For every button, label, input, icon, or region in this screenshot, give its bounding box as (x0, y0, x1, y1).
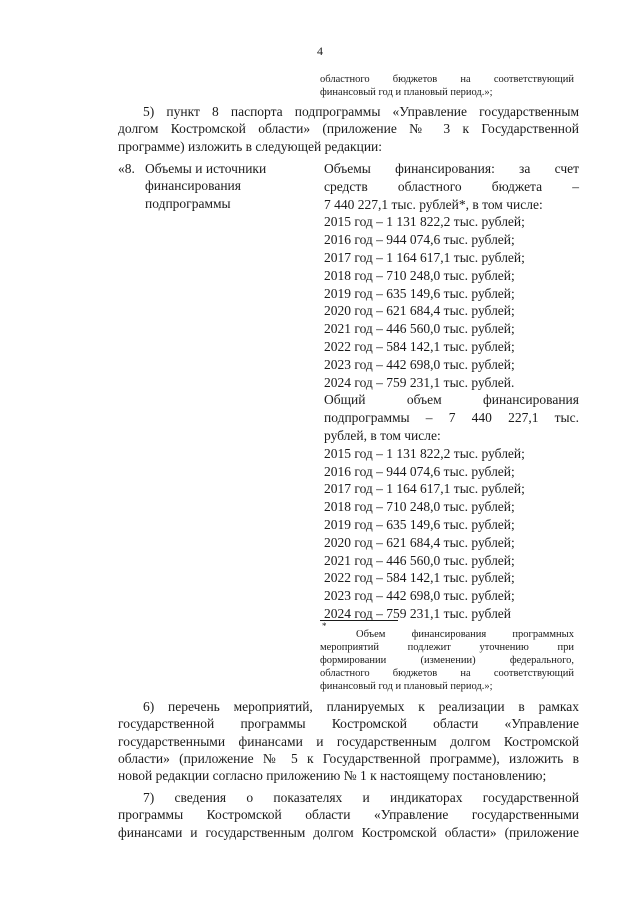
value-line: 2021 год – 446 560,0 тыс. рублей; (324, 321, 515, 337)
item-7-paragraph (118, 789, 579, 841)
value-line: 2015 год – 1 131 822,2 тыс. рублей; (324, 214, 525, 230)
paragraph-line: государственной программы Костромской области «Управление (118, 716, 579, 732)
value-line: 2023 год – 442 698,0 тыс. рублей; (324, 356, 515, 372)
previous-footnote-continuation (320, 73, 574, 99)
value-line: Общий объем финансирования (324, 392, 579, 408)
footnote-line: областного бюджетов на соответствующий (320, 668, 574, 679)
value-line: 2016 год – 944 074,6 тыс. рублей; (324, 232, 515, 248)
value-line: 2017 год – 1 164 617,1 тыс. рублей; (324, 249, 525, 265)
value-line: 2019 год – 635 149,6 тыс. рублей; (324, 285, 515, 301)
value-line: 2017 год – 1 164 617,1 тыс. рублей; (324, 481, 525, 497)
value-line: 2023 год – 442 698,0 тыс. рублей; (324, 588, 515, 604)
paragraph-line: новой редакции согласно приложению № 1 к настоящему постановлению; (118, 768, 547, 784)
footnote-marker: * (322, 621, 327, 631)
value-line: 2020 год – 621 684,4 тыс. рублей; (324, 303, 515, 319)
value-line: 2018 год – 710 248,0 тыс. рублей; (324, 499, 515, 515)
value-line: средств областного бюджета – (324, 178, 579, 194)
paragraph-line: государственными финансами и государственным долгом Костромской (118, 733, 579, 749)
value-line: подпрограммы – 7 440 227,1 тыс. (324, 410, 579, 426)
footnote (320, 628, 574, 693)
value-line: 2016 год – 944 074,6 тыс. рублей; (324, 463, 515, 479)
value-line: 2021 год – 446 560,0 тыс. рублей; (324, 552, 515, 568)
table-row-label (145, 160, 305, 212)
value-line: 2018 год – 710 248,0 тыс. рублей; (324, 267, 515, 283)
paragraph-line: программы Костромской области «Управление государственными (118, 807, 579, 823)
note-line: финансовый год и плановый период.»; (320, 87, 493, 98)
value-line: 7 440 227,1 тыс. рублей*, в том числе: (324, 196, 543, 212)
paragraph-line: 7) сведения о показателях и индикаторах государственной (143, 790, 579, 805)
paragraph-line: 5) пункт 8 паспорта подпрограммы «Управление государственным (143, 104, 579, 119)
table-row-value (324, 160, 579, 623)
value-line: рублей, в том числе: (324, 427, 441, 443)
paragraph-line: 6) перечень мероприятий, планируемых к реализации в рамках (143, 699, 579, 714)
row-label-line: финансирования (145, 178, 241, 194)
value-line: 2015 год – 1 131 822,2 тыс. рублей; (324, 445, 525, 461)
footnote-line: финансовый год и плановый период.»; (320, 681, 493, 692)
item-5-paragraph (118, 103, 579, 155)
note-line: областного бюджетов на соответствующий (320, 74, 574, 85)
footnote-line: Объем финансирования программных (356, 629, 574, 640)
value-line: 2024 год – 759 231,1 тыс. рублей (324, 605, 512, 621)
footnote-separator (320, 620, 398, 621)
value-line: 2019 год – 635 149,6 тыс. рублей; (324, 516, 515, 532)
row-label-line: подпрограммы (145, 195, 231, 211)
value-line: Объемы финансирования: за счет (324, 161, 579, 176)
paragraph-line: долгом Костромской области» (приложение № 3 к Государственной (118, 121, 579, 137)
row-label-line: Объемы и источники (145, 161, 267, 176)
paragraph-line: области» (приложение № 5 к Государственной программе), изложить в (118, 750, 579, 766)
table-row-number: «8. (118, 161, 135, 176)
value-line: 2020 год – 621 684,4 тыс. рублей; (324, 534, 515, 550)
paragraph-line: программе) изложить в следующей редакции: (118, 138, 383, 154)
page-number: 4 (317, 44, 323, 58)
value-line: 2024 год – 759 231,1 тыс. рублей. (324, 374, 515, 390)
value-line: 2022 год – 584 142,1 тыс. рублей; (324, 570, 515, 586)
value-line: 2022 год – 584 142,1 тыс. рублей; (324, 338, 515, 354)
footnote-line: мероприятий подлежит уточнению при (320, 642, 574, 653)
item-6-paragraph (118, 698, 579, 784)
paragraph-line: финансами и государственным долгом Костромской области» (приложение (118, 824, 579, 840)
footnote-line: формировании (изменении) федерального, (320, 655, 574, 666)
